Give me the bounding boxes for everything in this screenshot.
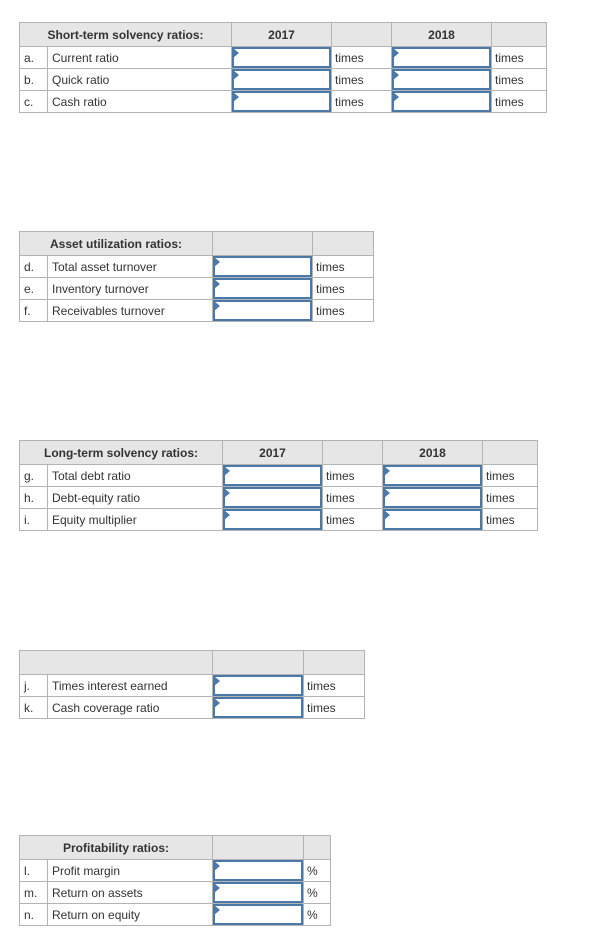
- row-label: Total debt ratio: [48, 465, 223, 487]
- times-interest-earned-input[interactable]: [213, 675, 303, 696]
- unit-label: times: [492, 69, 547, 91]
- row-letter: c.: [20, 91, 48, 113]
- unit-label: times: [313, 256, 374, 278]
- coverage-ratios-table: [19, 650, 365, 719]
- ratio-row-times-interest-earned: [20, 675, 365, 697]
- row-letter: n.: [20, 904, 48, 926]
- quick-ratio-2017-input[interactable]: [232, 69, 331, 90]
- row-letter: k.: [20, 697, 48, 719]
- debt-equity-ratio-2018-input[interactable]: [383, 487, 482, 508]
- unit-label: %: [304, 904, 331, 926]
- unit-label: times: [492, 47, 547, 69]
- ratio-row-profit-margin: [20, 860, 331, 882]
- table-header: [20, 23, 547, 47]
- row-letter: h.: [20, 487, 48, 509]
- row-label: Times interest earned: [48, 675, 213, 697]
- row-label: Equity multiplier: [48, 509, 223, 531]
- row-label: Cash coverage ratio: [48, 697, 213, 719]
- row-letter: a.: [20, 47, 48, 69]
- unit-label: times: [313, 278, 374, 300]
- equity-multiplier-2017-input[interactable]: [223, 509, 322, 530]
- cash-ratio-2017-input[interactable]: [232, 91, 331, 112]
- row-label: Current ratio: [48, 47, 232, 69]
- unit-label: times: [323, 509, 383, 531]
- unit-label: times: [332, 47, 392, 69]
- profit-margin-input[interactable]: [213, 860, 303, 881]
- table-header: [20, 441, 538, 465]
- row-label: Quick ratio: [48, 69, 232, 91]
- year-header-2018: 2018: [383, 441, 483, 465]
- profitability-ratios-table: [19, 835, 331, 926]
- quick-ratio-2018-input[interactable]: [392, 69, 491, 90]
- cash-coverage-ratio-input[interactable]: [213, 697, 303, 718]
- equity-multiplier-2018-input[interactable]: [383, 509, 482, 530]
- year-header-2017: 2017: [232, 23, 332, 47]
- ratio-row-total-debt: [20, 465, 538, 487]
- inventory-turnover-input[interactable]: [213, 278, 312, 299]
- row-label: Cash ratio: [48, 91, 232, 113]
- total-debt-ratio-2018-input[interactable]: [383, 465, 482, 486]
- current-ratio-2017-input[interactable]: [232, 47, 331, 68]
- row-letter: f.: [20, 300, 48, 322]
- ratio-row-debt-equity: [20, 487, 538, 509]
- ratio-row-receivables-turnover: [20, 300, 374, 322]
- row-label: Profit margin: [48, 860, 213, 882]
- row-label: Total asset turnover: [48, 256, 213, 278]
- ratio-row-return-on-equity: [20, 904, 331, 926]
- unit-label: times: [483, 487, 538, 509]
- year-header-2018: 2018: [392, 23, 492, 47]
- cash-ratio-2018-input[interactable]: [392, 91, 491, 112]
- row-label: Return on assets: [48, 882, 213, 904]
- section-title: Profitability ratios:: [20, 836, 213, 860]
- return-on-equity-input[interactable]: [213, 904, 303, 925]
- row-label: Receivables turnover: [48, 300, 213, 322]
- unit-label: times: [483, 509, 538, 531]
- short-term-solvency-table: [19, 22, 547, 113]
- unit-label: times: [304, 697, 365, 719]
- ratio-row-cash: [20, 91, 547, 113]
- return-on-assets-input[interactable]: [213, 882, 303, 903]
- ratio-row-equity-multiplier: [20, 509, 538, 531]
- row-letter: d.: [20, 256, 48, 278]
- ratio-row-current: [20, 47, 547, 69]
- ratio-row-cash-coverage: [20, 697, 365, 719]
- row-letter: e.: [20, 278, 48, 300]
- ratio-row-total-asset-turnover: [20, 256, 374, 278]
- row-letter: m.: [20, 882, 48, 904]
- ratio-row-return-on-assets: [20, 882, 331, 904]
- unit-label: times: [332, 91, 392, 113]
- row-letter: g.: [20, 465, 48, 487]
- unit-label: times: [323, 487, 383, 509]
- unit-label: %: [304, 860, 331, 882]
- debt-equity-ratio-2017-input[interactable]: [223, 487, 322, 508]
- unit-label: %: [304, 882, 331, 904]
- row-letter: j.: [20, 675, 48, 697]
- row-letter: i.: [20, 509, 48, 531]
- row-label: Return on equity: [48, 904, 213, 926]
- unit-label: times: [492, 91, 547, 113]
- table-header: [20, 651, 365, 675]
- row-letter: l.: [20, 860, 48, 882]
- unit-label: times: [323, 465, 383, 487]
- total-debt-ratio-2017-input[interactable]: [223, 465, 322, 486]
- unit-label: times: [304, 675, 365, 697]
- section-title: Short-term solvency ratios:: [20, 23, 232, 47]
- row-label: Inventory turnover: [48, 278, 213, 300]
- unit-label: times: [313, 300, 374, 322]
- year-header-2017: 2017: [223, 441, 323, 465]
- section-title: Long-term solvency ratios:: [20, 441, 223, 465]
- total-asset-turnover-input[interactable]: [213, 256, 312, 277]
- row-letter: b.: [20, 69, 48, 91]
- row-label: Debt-equity ratio: [48, 487, 223, 509]
- unit-label: times: [332, 69, 392, 91]
- long-term-solvency-table: [19, 440, 538, 531]
- asset-utilization-table: [19, 231, 374, 322]
- receivables-turnover-input[interactable]: [213, 300, 312, 321]
- section-title: Asset utilization ratios:: [20, 232, 213, 256]
- ratio-row-quick: [20, 69, 547, 91]
- ratio-row-inventory-turnover: [20, 278, 374, 300]
- table-header: [20, 232, 374, 256]
- table-header: [20, 836, 331, 860]
- current-ratio-2018-input[interactable]: [392, 47, 491, 68]
- unit-label: times: [483, 465, 538, 487]
